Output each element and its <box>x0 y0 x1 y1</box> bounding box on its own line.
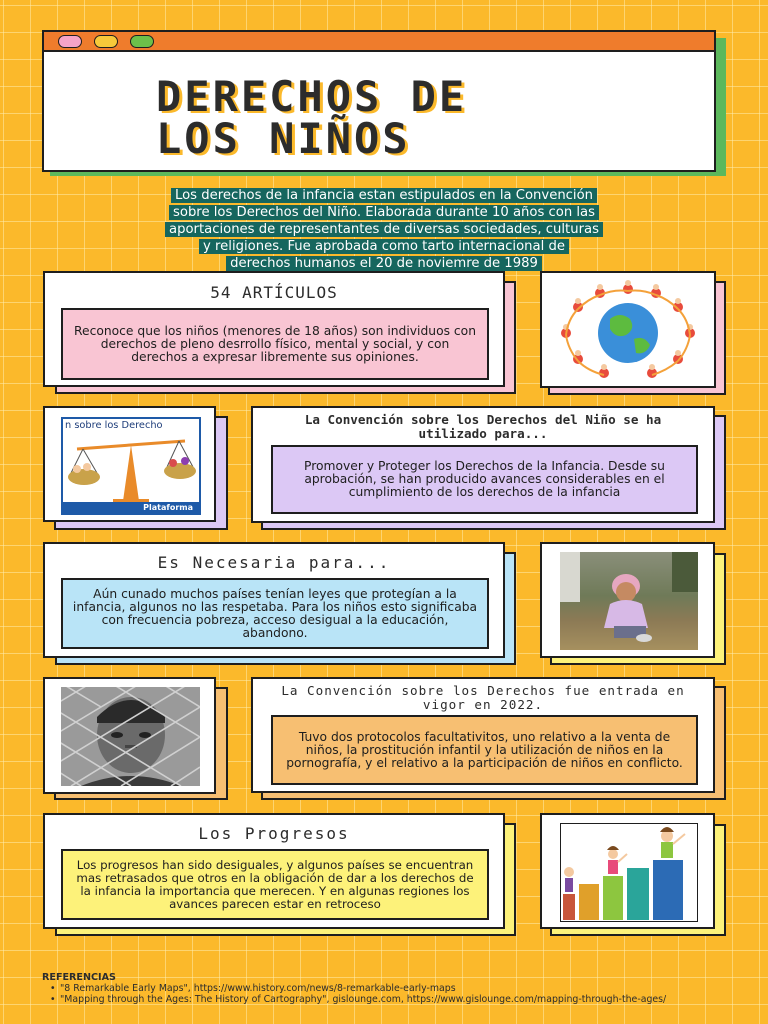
necesaria-title: Es Necesaria para... <box>157 553 391 572</box>
window-title-bar <box>44 32 714 52</box>
scale-image-caption: n sobre los Derecho <box>65 420 163 431</box>
references-title: REFERENCIAS <box>42 972 116 983</box>
vigor-title: La Convención sobre los Derechos fue entrada en vigor en 2022. <box>281 683 685 712</box>
yellow-dot-icon <box>94 35 118 48</box>
progresos-text: Los progresos han sido desiguales, y algunos países se encuentran mas retrasados que otros en la obligación de dar a los derechos de la infancia la importancia que merecen. Y en algunas regiones los avances parecen estar en retroceso <box>61 849 489 920</box>
articulos-title: 54 ARTÍCULOS <box>210 283 338 302</box>
boy-behind-fence-photo <box>61 687 200 786</box>
necesaria-card <box>43 542 505 658</box>
intro-line: sobre los Derechos del Niño. Elaborada durante 10 años con las <box>169 205 599 220</box>
intro-line: y religiones. Fue aprobada como tarto internacional de <box>199 239 569 254</box>
scale-image-footer <box>63 502 199 513</box>
convencion-card <box>251 406 715 523</box>
convencion-title: La Convención sobre los Derechos del Niño se ha utilizado para... <box>304 412 662 441</box>
green-dot-icon <box>130 35 154 48</box>
bars-image-card <box>540 813 715 929</box>
children-on-bars-image <box>560 823 698 922</box>
intro-line: derechos humanos el 20 de noviemre de 1989 <box>226 256 542 271</box>
scale-image-footer-label: Plataforma <box>143 503 193 512</box>
intro-line: Los derechos de la infancia estan estipulados en la Convención <box>171 188 597 203</box>
children-around-world-image <box>548 279 708 381</box>
articulos-text: Reconoce que los niños (menores de 18 años) son individuos con derechos de pleno desrrollo físico, mental y social, y con derechos a expresar libremente sus opiniones. <box>61 308 489 380</box>
pink-dot-icon <box>58 35 82 48</box>
world-image-card <box>540 271 716 388</box>
vigor-text: Tuvo dos protocolos facultativitos, uno relativo a la venta de niños, la prostitución infantil y la utilización de niños en la pornografía, y el relativo a la participación de niños en conflicto. <box>271 715 698 785</box>
child-sitting-photo <box>560 552 698 650</box>
convencion-text: Promover y Proteger los Derechos de la Infancia. Desde su aprobación, se han producido avances considerables en el cumplimiento de los derechos de la infancia <box>271 445 698 514</box>
progresos-title: Los Progresos <box>198 824 350 843</box>
intro-line: aportaciones de representantes de diversas sociedades, culturas <box>165 222 603 237</box>
vigor-card <box>251 677 715 793</box>
page-title-line2: LOS NIÑOS <box>156 114 411 163</box>
reference-item: • "8 Remarkable Early Maps", https://www.history.com/news/8-remarkable-early-maps <box>50 983 732 994</box>
boy-image-card <box>43 677 216 794</box>
scale-image <box>61 417 201 515</box>
page-title-line1: DERECHOS DE <box>156 72 468 121</box>
intro-text <box>58 187 710 272</box>
reference-item: • "Mapping through the Ages: The History of Cartography", gislounge.com, https://www.gislounge.com/mapping-through-the-ages/ <box>50 994 732 1005</box>
references <box>42 972 732 1005</box>
references-list <box>42 983 732 1005</box>
progresos-card <box>43 813 505 929</box>
necesaria-text: Aún cunado muchos países tenían leyes que protegían a la infancia, algunos no las respetaba. Para los niños esto significaba con frecuencia pobreza, acceso desigual a la educación, abandono. <box>61 578 489 649</box>
child-image-card <box>540 542 715 658</box>
header-window <box>42 30 716 172</box>
page-title <box>156 72 468 163</box>
articulos-card <box>43 271 505 387</box>
scale-image-card <box>43 406 216 522</box>
